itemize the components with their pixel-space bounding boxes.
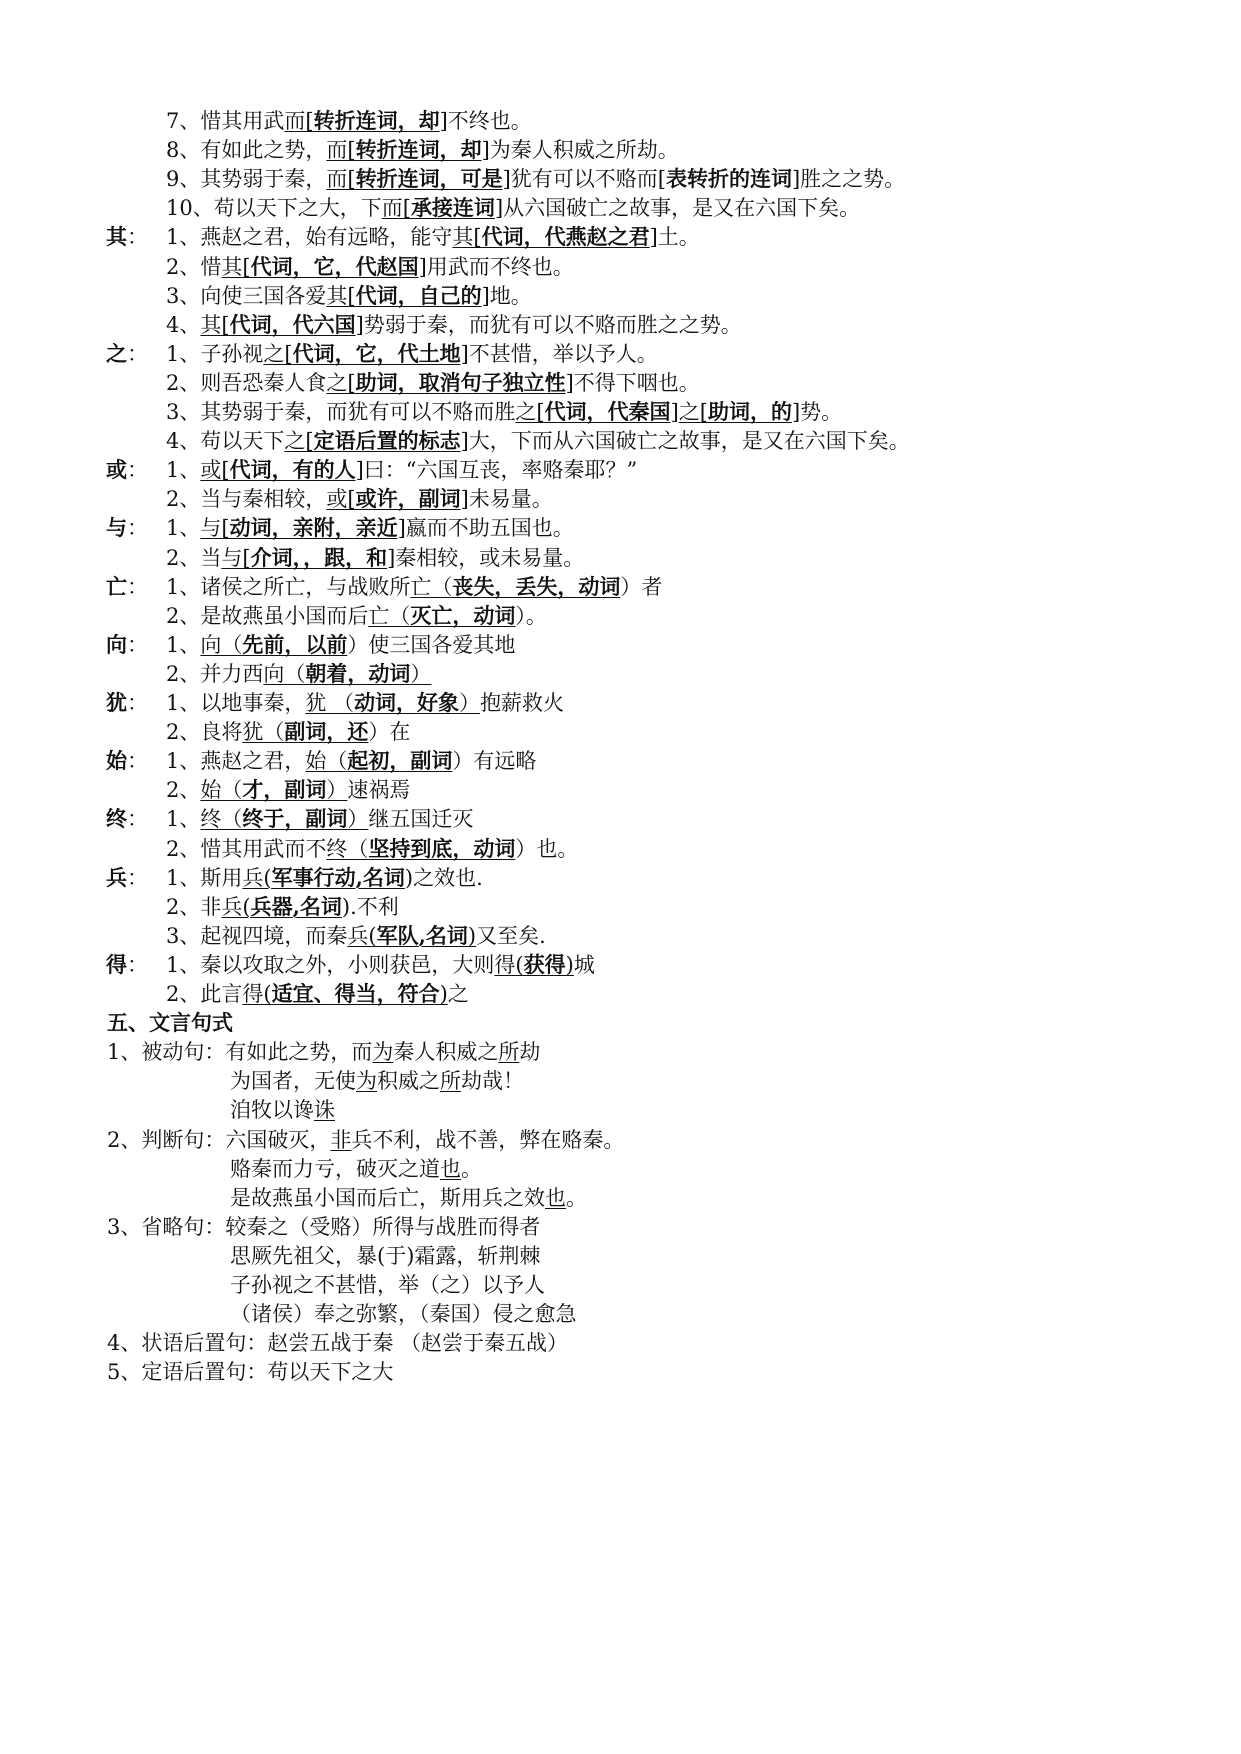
text-segment: 使三国各爱其地	[368, 632, 516, 657]
annotated-segment: ）	[347, 807, 369, 832]
annotated-segment: 介词，，跟，和	[250, 544, 388, 570]
annotated-segment: )	[565, 952, 574, 977]
text-segment: ）	[452, 749, 474, 774]
annotated-segment: 动词，好象	[354, 690, 460, 715]
text-segment: ）	[347, 632, 369, 657]
text-segment: 不终也。	[447, 109, 532, 133]
text-segment: ]	[355, 312, 364, 337]
annotated-segment: 先前，以前	[242, 631, 348, 657]
text-segment: ]	[460, 487, 469, 512]
text-line	[106, 804, 474, 834]
text-segment: 有远略	[473, 749, 537, 774]
annotated-segment: 其[	[221, 254, 251, 279]
text-line	[166, 310, 742, 340]
keyword-colon: ：	[127, 225, 148, 250]
text-line	[230, 1270, 545, 1300]
annotated-segment: 承接连词	[410, 195, 495, 221]
text-line	[107, 1328, 568, 1358]
keyword-label: 始	[106, 748, 127, 774]
annotated-segment: 终（	[200, 807, 243, 832]
text-segment: 不甚惜，举以予人。	[468, 341, 658, 366]
keyword-label: 与	[106, 515, 127, 541]
text-segment: 为国者，无使	[230, 1069, 356, 1094]
text-segment: ]	[355, 458, 364, 483]
annotated-segment: 军事行动,名词	[271, 864, 405, 890]
annotated-segment: )	[439, 982, 448, 1006]
keyword-colon: ：	[127, 341, 148, 366]
annotated-segment: 丧失，丢失，动词	[452, 573, 621, 599]
text-segment: ]	[481, 138, 490, 163]
annotated-segment: 灭亡，动词	[410, 602, 516, 628]
annotated-segment: 诛	[314, 1098, 335, 1123]
annotated-segment: 兵器,名词	[250, 893, 342, 919]
text-segment: 10、苟以天下之大，下	[166, 196, 382, 221]
text-segment: 5、定语后置句：苟以天下之大	[107, 1360, 394, 1385]
text-segment: 9、其势弱于秦，	[166, 167, 327, 192]
annotated-segment: 助词，取消句子独立性	[355, 369, 566, 395]
annotated-segment: 兵(	[347, 923, 377, 948]
text-line	[166, 601, 547, 631]
text-segment: 为秦人积威之所劫。	[489, 138, 679, 163]
text-segment: 1、	[166, 516, 201, 541]
annotated-segment: 代词，代六国	[229, 311, 356, 337]
annotated-segment: 转折连词，却	[313, 108, 440, 133]
annotated-segment: 所	[498, 1040, 520, 1065]
text-segment: ]	[670, 400, 679, 424]
annotated-segment: 为	[372, 1040, 394, 1065]
keyword-label: 其	[106, 224, 127, 250]
text-segment: 。	[525, 603, 547, 628]
text-segment: ）	[515, 603, 526, 628]
annotated-segment: 而[	[381, 196, 411, 221]
text-segment: 2、惜其用武而不	[166, 836, 327, 861]
annotated-segment: 或许，副词	[355, 486, 461, 512]
text-segment: 积威之	[377, 1069, 440, 1094]
text-segment: 4、状语后置句：赵尝五战于秦 （赵尝于秦五战）	[107, 1331, 569, 1356]
text-segment: 2、并力西	[166, 661, 264, 686]
text-segment: 秦相较，或未易量。	[395, 545, 585, 570]
keyword-colon: ：	[127, 807, 148, 832]
annotated-segment: 之[	[678, 400, 708, 424]
text-line	[106, 513, 574, 543]
text-segment: 2、是故燕虽小国而后	[166, 603, 369, 628]
keyword-colon: ：	[127, 749, 148, 774]
text-segment: 2、非	[166, 894, 222, 919]
text-line	[166, 659, 431, 689]
text-segment: 犹有可以不赂而[	[510, 167, 666, 192]
annotated-segment: 其[	[452, 225, 482, 250]
annotated-segment: 亡（	[368, 603, 411, 628]
text-segment: 赂秦而力亏，破灭之道	[230, 1156, 440, 1181]
annotated-segment: 朝着，动词	[305, 660, 411, 686]
text-segment: 1、	[166, 458, 201, 483]
text-segment: 3、向使三国各爱	[166, 283, 327, 308]
keyword-label: 向	[106, 631, 127, 657]
text-segment: 从六国破亡之故事，是又在六国下矣。	[503, 196, 861, 221]
text-line	[166, 193, 860, 223]
text-segment: 8、有如此之势，	[166, 138, 327, 163]
text-line	[166, 921, 546, 951]
text-segment: 五、文言句式	[107, 1010, 233, 1036]
keyword-colon: ：	[127, 865, 148, 890]
text-segment: 1、以地事秦，	[166, 691, 306, 715]
annotated-segment: 其[	[200, 312, 230, 337]
text-segment: 3、省略句：较秦之（受赂）所得与战胜而得者	[107, 1214, 541, 1239]
text-line	[230, 1241, 540, 1271]
text-segment: ]	[460, 429, 469, 454]
annotated-segment: 副词，还	[284, 719, 369, 745]
annotated-segment: 才，副词	[242, 777, 327, 803]
text-segment: 嬴而不助五国也。	[405, 516, 574, 541]
text-segment: 4、	[166, 312, 201, 337]
text-line	[107, 1037, 540, 1067]
text-line	[166, 484, 553, 514]
text-segment: 速祸焉	[347, 778, 411, 803]
text-segment: ]	[387, 545, 396, 570]
keyword-label: 之	[106, 340, 127, 366]
annotated-segment: 获得	[523, 951, 566, 977]
text-segment: 1、斯用	[166, 865, 243, 890]
keyword-colon: ：	[127, 952, 148, 977]
annotated-segment: 而[	[284, 109, 314, 133]
text-segment: ]胜之之势。	[791, 167, 906, 192]
text-line	[230, 1066, 524, 1096]
annotated-segment: 亡（	[410, 574, 453, 599]
text-segment: 2、此言	[166, 982, 243, 1006]
annotated-segment: 终于，副词	[242, 806, 348, 832]
annotated-segment: 非	[330, 1127, 352, 1152]
annotated-segment: 得(	[242, 982, 272, 1006]
annotated-segment: 代词，代秦国	[544, 399, 671, 424]
text-line	[166, 892, 399, 922]
text-segment: ]	[397, 516, 406, 541]
annotated-segment: 之[	[284, 429, 314, 454]
text-segment: 1、燕赵之君，	[166, 749, 306, 774]
text-line	[106, 630, 516, 660]
annotated-segment: 始（	[200, 778, 243, 803]
annotated-segment: 兵(	[221, 894, 251, 919]
text-segment: 7、惜其用武	[166, 109, 285, 133]
keyword-label: 兵	[106, 864, 127, 890]
text-segment: 1、诸侯之所亡，与战败所	[166, 574, 411, 599]
text-segment: 2、则吾恐秦人食	[166, 370, 327, 395]
text-segment: ]	[418, 254, 427, 279]
text-segment: 是故燕虽小国而后亡，斯用兵之效	[230, 1185, 545, 1210]
annotated-segment: 代词，有的人	[229, 457, 356, 483]
keyword-colon: ：	[127, 632, 148, 657]
text-line	[106, 339, 658, 369]
annotated-segment: ）	[326, 778, 348, 803]
text-line	[166, 281, 532, 311]
keyword-label: 或	[106, 457, 127, 483]
text-segment: 又至矣.	[476, 923, 546, 948]
text-segment: ]	[439, 109, 448, 133]
annotated-segment: 兵(	[242, 865, 272, 890]
text-line	[166, 543, 584, 573]
keyword-colon: ：	[127, 458, 148, 483]
text-segment: 地。	[489, 283, 532, 308]
text-segment: 用武而不终也。	[426, 254, 574, 279]
annotated-segment: 终（	[326, 836, 369, 861]
text-segment: 3、起视四境，而秦	[166, 923, 348, 948]
text-line	[106, 222, 700, 252]
text-line	[106, 746, 537, 776]
annotated-segment: 定语后置的标志	[313, 428, 461, 454]
text-line	[166, 717, 410, 747]
text-segment: 抱薪救火	[480, 691, 565, 715]
keyword-label: 得	[106, 951, 127, 977]
text-segment: 劫	[519, 1040, 541, 1065]
annotated-segment: 而[	[326, 167, 356, 192]
text-line	[166, 397, 842, 427]
text-segment: 大，下而从六国破亡之故事，是又在六国下矣。	[468, 429, 910, 454]
text-segment: ]	[502, 167, 511, 192]
text-segment: 3、其势弱于秦，而犹有可以不赂而胜	[166, 400, 516, 424]
annotated-segment: 军队,名词	[376, 922, 468, 948]
text-line	[106, 688, 565, 718]
text-segment: 秦人积威之	[393, 1040, 499, 1065]
keyword-label: 亡	[106, 573, 127, 599]
annotated-segment: 代词，代燕赵之君	[481, 224, 650, 250]
text-line	[230, 1095, 335, 1125]
annotated-segment: 代词，自己的	[355, 282, 482, 308]
text-segment: ]	[494, 196, 504, 221]
text-segment: 势。	[800, 400, 843, 424]
text-segment: 势弱于秦，而犹有可以不赂而胜之之势。	[363, 312, 742, 337]
annotated-segment: 犹（	[242, 720, 285, 745]
text-segment: 之效也.	[413, 865, 483, 890]
text-line	[230, 1154, 482, 1184]
annotated-segment: 坚持到底，动词	[368, 835, 516, 861]
text-segment: 2、惜	[166, 254, 222, 279]
annotated-segment: 或[	[326, 487, 356, 512]
annotated-segment: 起初，副词	[347, 748, 453, 774]
text-line	[107, 1125, 624, 1155]
text-segment: 1、	[166, 632, 201, 657]
text-segment: 。	[461, 1156, 482, 1181]
text-segment: 不得下咽也。	[573, 370, 700, 395]
text-line	[107, 1357, 393, 1387]
text-segment: 。	[566, 1185, 587, 1210]
text-segment: 2、当	[166, 545, 222, 570]
annotated-segment: 与[	[221, 545, 251, 570]
annotated-segment: 转折连词，可是	[355, 166, 503, 192]
text-segment: ]	[791, 400, 801, 424]
annotated-segment: ）	[410, 661, 432, 686]
text-segment: 曰：“六国互丧，率赂秦耶？”	[363, 458, 638, 483]
text-segment: 4、苟以天下	[166, 429, 285, 454]
text-line	[166, 834, 578, 864]
annotated-segment: 也	[545, 1185, 566, 1210]
annotated-segment: 助词，的	[707, 399, 792, 424]
text-segment: ）者	[620, 574, 663, 599]
keyword-label: 终	[106, 806, 127, 832]
text-segment: ）也。	[515, 836, 579, 861]
text-line	[166, 164, 905, 194]
text-line	[166, 775, 410, 805]
annotated-segment: 代词，它，代赵国	[250, 253, 419, 279]
text-line	[166, 106, 532, 136]
text-line	[106, 863, 483, 893]
text-line	[166, 252, 574, 282]
section-heading	[107, 1008, 233, 1038]
text-segment: ]	[460, 341, 469, 366]
text-segment: )	[341, 894, 351, 919]
annotated-segment: 也	[440, 1156, 461, 1181]
text-segment: ）	[368, 720, 390, 745]
text-segment: 城	[573, 952, 595, 977]
annotated-segment: )	[467, 923, 477, 948]
annotated-segment: 之[	[515, 400, 545, 424]
text-segment: 继五国迁灭	[368, 807, 474, 832]
annotated-segment: 其[	[326, 283, 356, 308]
annotated-segment: 向（	[200, 632, 243, 657]
annotated-segment: 代词，它，代土地	[292, 340, 461, 366]
text-segment: 在	[389, 720, 411, 745]
text-line	[106, 950, 595, 980]
annotated-segment: 之[	[326, 370, 356, 395]
keyword-colon: ：	[127, 574, 148, 599]
annotated-segment: 适宜、得当，符合	[271, 981, 440, 1006]
annotated-segment: 动词，亲附，亲近	[229, 515, 398, 541]
text-segment: 兵不利，战不善，弊在赂秦。	[351, 1127, 625, 1152]
text-segment: 1、子孙视	[166, 341, 264, 366]
text-line	[106, 572, 663, 602]
keyword-colon: ：	[127, 516, 148, 541]
text-segment: ]	[565, 370, 574, 395]
keyword-label: 犹	[106, 690, 127, 715]
text-segment: 土。	[657, 225, 700, 250]
text-segment: .不利	[350, 894, 399, 919]
text-line	[106, 455, 638, 485]
text-line	[166, 135, 679, 165]
text-segment: 1、燕赵之君，始有远略，能守	[166, 225, 453, 250]
annotated-segment: 或[	[200, 458, 230, 483]
text-segment: 1、秦以攻取之外，小则获邑，大则	[166, 952, 495, 977]
text-segment: 2、判断句：六国破灭，	[107, 1127, 331, 1152]
text-line	[166, 426, 910, 456]
text-segment: （诸侯）奉之弥繁，（秦国）侵之愈急	[230, 1302, 577, 1327]
text-segment: ]	[481, 283, 490, 308]
annotated-segment: 为	[356, 1069, 377, 1094]
text-segment: )	[404, 865, 414, 890]
text-segment: 2、	[166, 778, 201, 803]
annotated-segment: 所	[440, 1069, 461, 1094]
text-segment: 表转折的连词	[665, 166, 792, 192]
keyword-colon: ：	[127, 691, 148, 715]
text-line	[230, 1183, 587, 1213]
annotated-segment: 与[	[200, 516, 230, 541]
annotated-segment: 犹 （	[305, 691, 355, 715]
text-line	[107, 1212, 540, 1242]
text-segment: 洎牧以谗	[230, 1098, 314, 1123]
annotated-segment: 得(	[494, 952, 524, 977]
text-segment: 子孙视之不甚惜，举（之）以予人	[230, 1273, 545, 1297]
annotated-segment: 而[	[326, 138, 356, 163]
text-segment: 劫哉！	[461, 1069, 524, 1094]
annotated-segment: 向（	[263, 661, 306, 686]
text-segment: 1、	[166, 807, 201, 832]
text-line	[166, 979, 469, 1009]
text-segment: 未易量。	[468, 487, 553, 512]
text-segment: 2、当与秦相较，	[166, 487, 327, 512]
annotated-segment: 始（	[305, 749, 348, 774]
text-line	[230, 1299, 577, 1329]
text-segment: 1、被动句：有如此之势，而	[107, 1040, 373, 1065]
text-line	[166, 368, 700, 398]
text-segment: 之	[447, 982, 469, 1006]
annotated-segment: 转折连词，却	[355, 137, 482, 163]
annotated-segment: 之[	[263, 341, 293, 366]
text-segment: 2、良将	[166, 720, 243, 745]
text-segment: 思厥先祖父，暴(于)霜露，斩荆棘	[230, 1243, 541, 1268]
text-segment: ]	[649, 225, 658, 250]
annotated-segment: ）	[459, 691, 481, 715]
